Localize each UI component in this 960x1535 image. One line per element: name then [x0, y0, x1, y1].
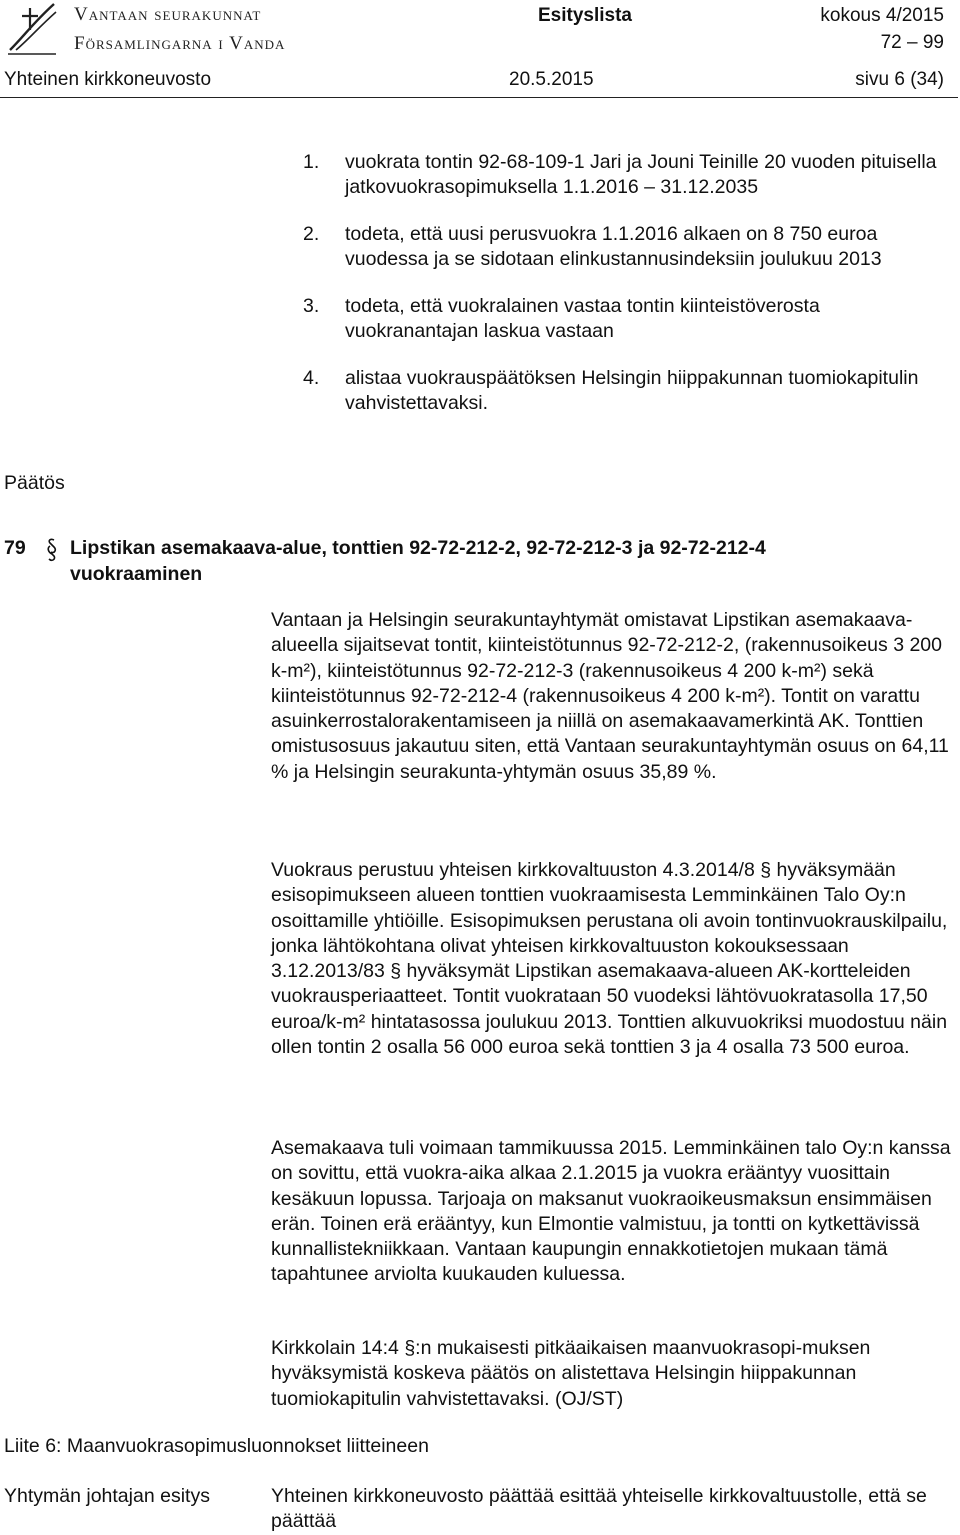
- attachment-note: Liite 6: Maanvuokrasopimusluonnokset liitteineen: [4, 1435, 429, 1457]
- list-item: 2. todeta, että uusi perusvuokra 1.1.2016 alkaen on 8 750 euroa vuodessa ja se sidotaan elinkustannusindeksiin joulukuu 2013: [303, 223, 882, 270]
- paragraph-ownership: Vantaan ja Helsingin seurakuntayhtymät omistavat Lipstikan asemakaava-alueella sijaitsevat tontit, kiinteistötunnus 92-72-212-2, (rakennusoikeus 3 200 k-m²), kiinteistötunnus 92-72-212-3 (rakennusoikeus 4 200 k-m²) sekä kiinteistötunnus 92-72-212-4 (rakennusoikeus 4 200 k-m²). Tontit on varattu asuinkerrostalorakentamiseen ja niillä on asemakaavamerkintä AK. Tonttien omistusosuus jakautuu siten, että Vantaan seurakuntayhtymän osuus on 64,11 % ja Helsingin seurakunta-yhtymän osuus 35,89 %.: [271, 609, 949, 783]
- decision-list: [303, 150, 943, 438]
- org-name-swedish: Församlingarna i Vanda: [74, 33, 286, 54]
- body-name: Yhteinen kirkkoneuvosto: [4, 69, 212, 90]
- church-logo-icon: [4, 0, 60, 56]
- list-item: 4. alistaa vuokrauspäätöksen Helsingin hiippakunnan tuomiokapitulin vahvistettavaksi.: [303, 367, 919, 414]
- org-name-finnish: Vantaan seurakunnat: [74, 4, 262, 25]
- header-divider: [0, 97, 958, 98]
- section-number: 79: [4, 537, 26, 559]
- section-title: Lipstikan asemakaava-alue, tonttien 92-72-212-2, 92-72-212-3 ja 92-72-212-4 vuokraaminen: [70, 537, 766, 585]
- decision-label: Päätös: [4, 472, 65, 494]
- page-number: sivu 6 (34): [855, 69, 944, 90]
- meeting-date: 20.5.2015: [509, 69, 594, 90]
- section-range: 72 – 99: [880, 32, 944, 53]
- paragraph-zoning: Asemakaava tuli voimaan tammikuussa 2015. Lemminkäinen talo Oy:n kanssa on sovittu, että vuokra-aika alkaa 2.1.2015 ja vuokra erääntyy vuosittain kesäkuun lopussa. Tarjoaja on maksanut vuokraoikeusmaksun ensimmäisen erän. Toinen erä erääntyy, kun Elmontie valmistuu, ja tontti on kytkettävissä kunnallistekniikkaan. Vantaan kaupungin ennakkotietojen mukaan tämä tapahtunee arviolta kuukauden kuluessa.: [271, 1137, 951, 1286]
- paragraph-church-law: Kirkkolain 14:4 §:n mukaisesti pitkäaikaisen maanvuokrasopi-muksen hyväksymistä koskeva päätös on alistettava Helsingin hiippakunnan tuomiokapitulin vahvistettavaksi. (OJ/ST): [271, 1337, 871, 1410]
- meeting-number: kokous 4/2015: [820, 5, 944, 26]
- list-item: 1. vuokrata tontin 92-68-109-1 Jari ja Jouni Teinille 20 vuoden pituisella jatkovuokrasopimuksella 1.1.2016 – 31.12.2035: [303, 151, 937, 198]
- doc-type: Esityslista: [538, 5, 632, 26]
- proposal-text: Yhteinen kirkkoneuvosto päättää esittää yhteiselle kirkkovaltuustolle, että se päättää: [271, 1485, 927, 1533]
- section-heading: [4, 535, 904, 585]
- paragraph-lease-basis: Vuokraus perustuu yhteisen kirkkovaltuuston 4.3.2014/8 § hyväksymään esisopimukseen alueen tonttien vuokraamisesta Lemminkäinen Talo Oy:n osoittamille yhtiöille. Esisopimuksen perustana oli avoin tontinvuokrauskilpailu, jonka lähtökohtana olivat yhteisen kirkkovaltuuston kokouksessaan 3.12.2013/83 § hyväksymät Lipstikan asemakaava-alueen AK-kortteleiden vuokrausperiaatteet. Tontit vuokrataan 50 vuodeksi lähtövuokratasolla 17,50 euroa/k-m² hintatasossa joulukuu 2013. Tonttien alkuvuokriksi muodostuu näin ollen tontin 2 osalla 56 000 euroa sekä tonttien 3 ja 4 osalla 73 500 euroa.: [271, 859, 948, 1059]
- section-sign-icon: [46, 537, 58, 563]
- proposal-label: Yhtymän johtajan esitys: [4, 1485, 210, 1507]
- list-item: 3. todeta, että vuokralainen vastaa tontin kiinteistöverosta vuokranantajan laskua vastaan: [303, 295, 820, 342]
